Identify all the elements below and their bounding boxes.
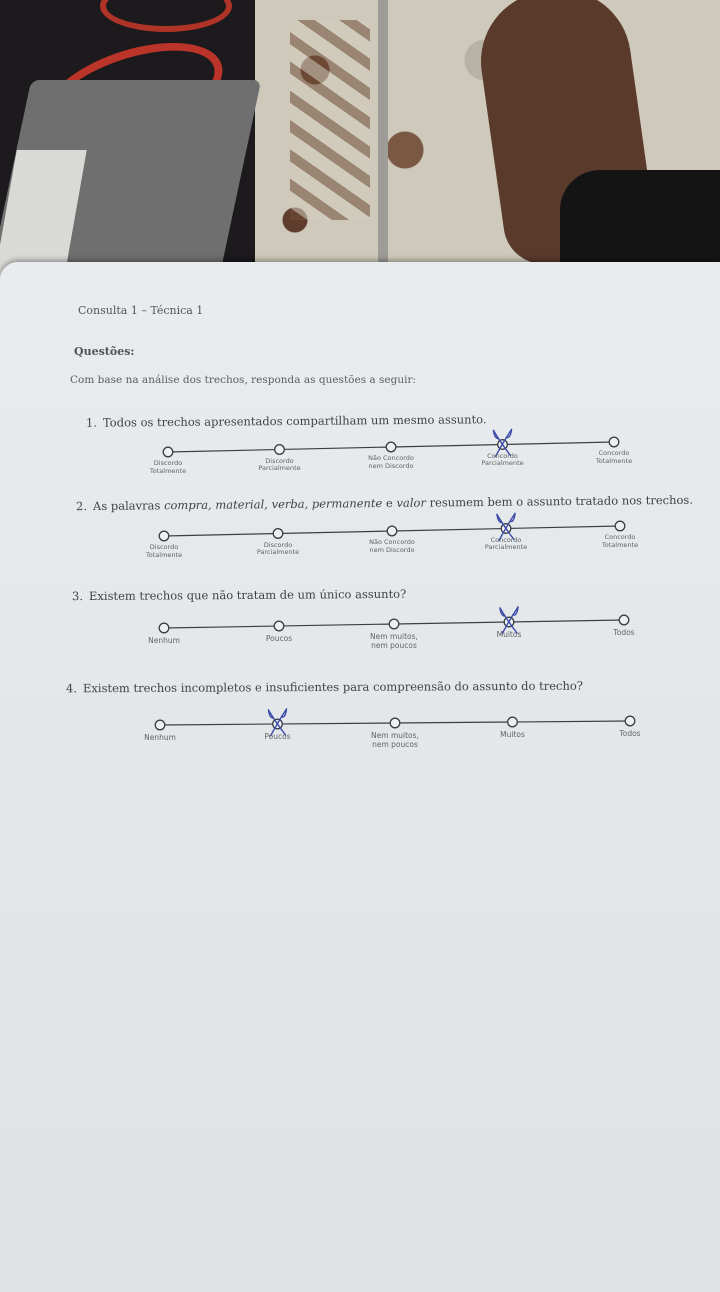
scale-option-radio[interactable] <box>159 623 169 633</box>
scale-option-label <box>146 544 182 560</box>
scale-option-radio[interactable] <box>163 447 173 457</box>
scale-option-label-line: Totalmente <box>595 456 633 465</box>
question-number: 3. <box>71 589 84 604</box>
scale-option-label-line: Nenhum <box>148 636 180 645</box>
background-floral-pattern <box>290 20 370 220</box>
scale-option-radio[interactable] <box>386 442 396 452</box>
scale-option-label-line: nem poucos <box>371 641 417 650</box>
scale-option-label <box>150 460 186 476</box>
scale-option-label-line: Concordo <box>490 535 522 544</box>
scale-option-label-line: Discordo <box>153 459 183 467</box>
scale-option-label <box>144 733 176 742</box>
scale-option-label <box>485 537 527 553</box>
scale-option-label-line: Nenhum <box>144 733 176 742</box>
scale-option-label <box>148 636 180 645</box>
scale-option-radio[interactable] <box>275 445 285 455</box>
scale-option-radio[interactable] <box>609 437 619 447</box>
scale-option-radio[interactable] <box>619 615 629 625</box>
question-1 <box>0 414 720 504</box>
question-4-text <box>66 679 583 696</box>
question-text-italic: compra, material, verba, permanente <box>163 496 383 513</box>
scale-option-label-line: Parcialmente <box>481 459 524 468</box>
scale-option-radio[interactable] <box>508 717 518 727</box>
scale-option-radio[interactable] <box>155 720 165 730</box>
scale-option-label-line: Poucos <box>264 732 291 741</box>
section-title: Questões: <box>74 345 135 358</box>
scale-option-label <box>370 632 418 650</box>
scale-option-radio[interactable] <box>389 619 399 629</box>
scale-option-radio[interactable] <box>274 621 284 631</box>
question-text: Existem trechos incompletos e insuficientes para compreensão do assunto do trecho? <box>82 678 583 696</box>
scale-option-label <box>602 534 638 550</box>
scale-option-label <box>596 450 632 466</box>
scale-option-label-line: Não Concordo <box>368 454 414 462</box>
scale-option-label-line: Totalmente <box>149 466 187 475</box>
scale-option-label-line: nem Discordo <box>368 461 414 470</box>
scale-option-label-line: Discordo <box>265 456 294 465</box>
scale-option-label <box>613 628 634 637</box>
scale-option-label <box>500 730 525 739</box>
scale-option-label-line: Parcialmente <box>484 543 528 552</box>
scale-option-label <box>257 542 299 558</box>
scale-option-radio[interactable] <box>625 716 635 726</box>
scale-option-label <box>258 458 300 474</box>
question-number: 2. <box>75 499 88 514</box>
question-number: 4. <box>65 681 78 696</box>
scale-option-label-line: Concordo <box>487 451 518 460</box>
scale-option-label-line: Concordo <box>598 449 630 457</box>
scale-option-label-line: Muitos <box>496 630 522 639</box>
scale-option-label <box>619 729 640 738</box>
question-3-text <box>72 587 406 603</box>
scale-option-label <box>497 630 522 639</box>
document-header: Consulta 1 – Técnica 1 <box>78 304 204 317</box>
scale-option-label-line: Todos <box>619 729 641 738</box>
background-metal-rod <box>378 0 388 270</box>
scale-option-label-line: Muitos <box>500 730 525 739</box>
scale-option-label <box>264 732 290 741</box>
question-4 <box>0 680 720 770</box>
question-text: Todos os trechos apresentados compartilham um mesmo assunto. <box>102 412 487 430</box>
scale-option-label-line: nem Discordo <box>369 545 415 554</box>
scale-option-label-line: Nem muitos, <box>370 632 418 641</box>
scale-option-label-line: Discordo <box>149 543 179 551</box>
scale-option-label-line: Totalmente <box>601 540 639 549</box>
question-text-part: resumem bem o assunto tratado nos trechos. <box>425 492 694 510</box>
scale-option-radio[interactable] <box>390 718 400 728</box>
scale-option-label-line: Todos <box>613 628 635 637</box>
question-text: Existem trechos que não tratam de um único assunto? <box>88 586 407 604</box>
scale-option-label <box>368 455 414 471</box>
scale-option-radio[interactable] <box>273 529 283 539</box>
scale-option-label-line: Totalmente <box>145 550 183 559</box>
scale-option-label-line: Nem muitos, <box>371 731 419 740</box>
scale-option-label-line: Poucos <box>265 634 293 643</box>
question-text-part: As palavras <box>92 498 165 514</box>
scale-option-label-line: Parcialmente <box>258 464 301 473</box>
scale-option-label-line: Não Concordo <box>369 538 415 546</box>
question-number: 1. <box>85 415 98 430</box>
scale-option-radio[interactable] <box>615 521 625 531</box>
scale-option-label <box>369 539 415 555</box>
scale-option-label-line: Discordo <box>263 540 293 549</box>
scale-option-label <box>371 731 419 749</box>
question-text-italic: valor <box>396 495 426 510</box>
question-text-part: e <box>382 495 397 511</box>
question-3 <box>0 588 720 678</box>
scale-option-label-line: Parcialmente <box>256 548 300 557</box>
scale-option-label <box>266 634 292 643</box>
scale-option-radio[interactable] <box>159 531 169 541</box>
scale-option-radio[interactable] <box>387 526 397 536</box>
intro-text: Com base na análise dos trechos, responda as questões a seguir: <box>70 374 417 386</box>
paper-sheet <box>0 262 720 1292</box>
scale-option-label-line: nem poucos <box>372 740 418 749</box>
scale-option-label-line: Concordo <box>604 533 636 541</box>
question-2 <box>0 492 720 586</box>
background-scene <box>0 0 720 290</box>
scale-option-label <box>481 453 523 469</box>
